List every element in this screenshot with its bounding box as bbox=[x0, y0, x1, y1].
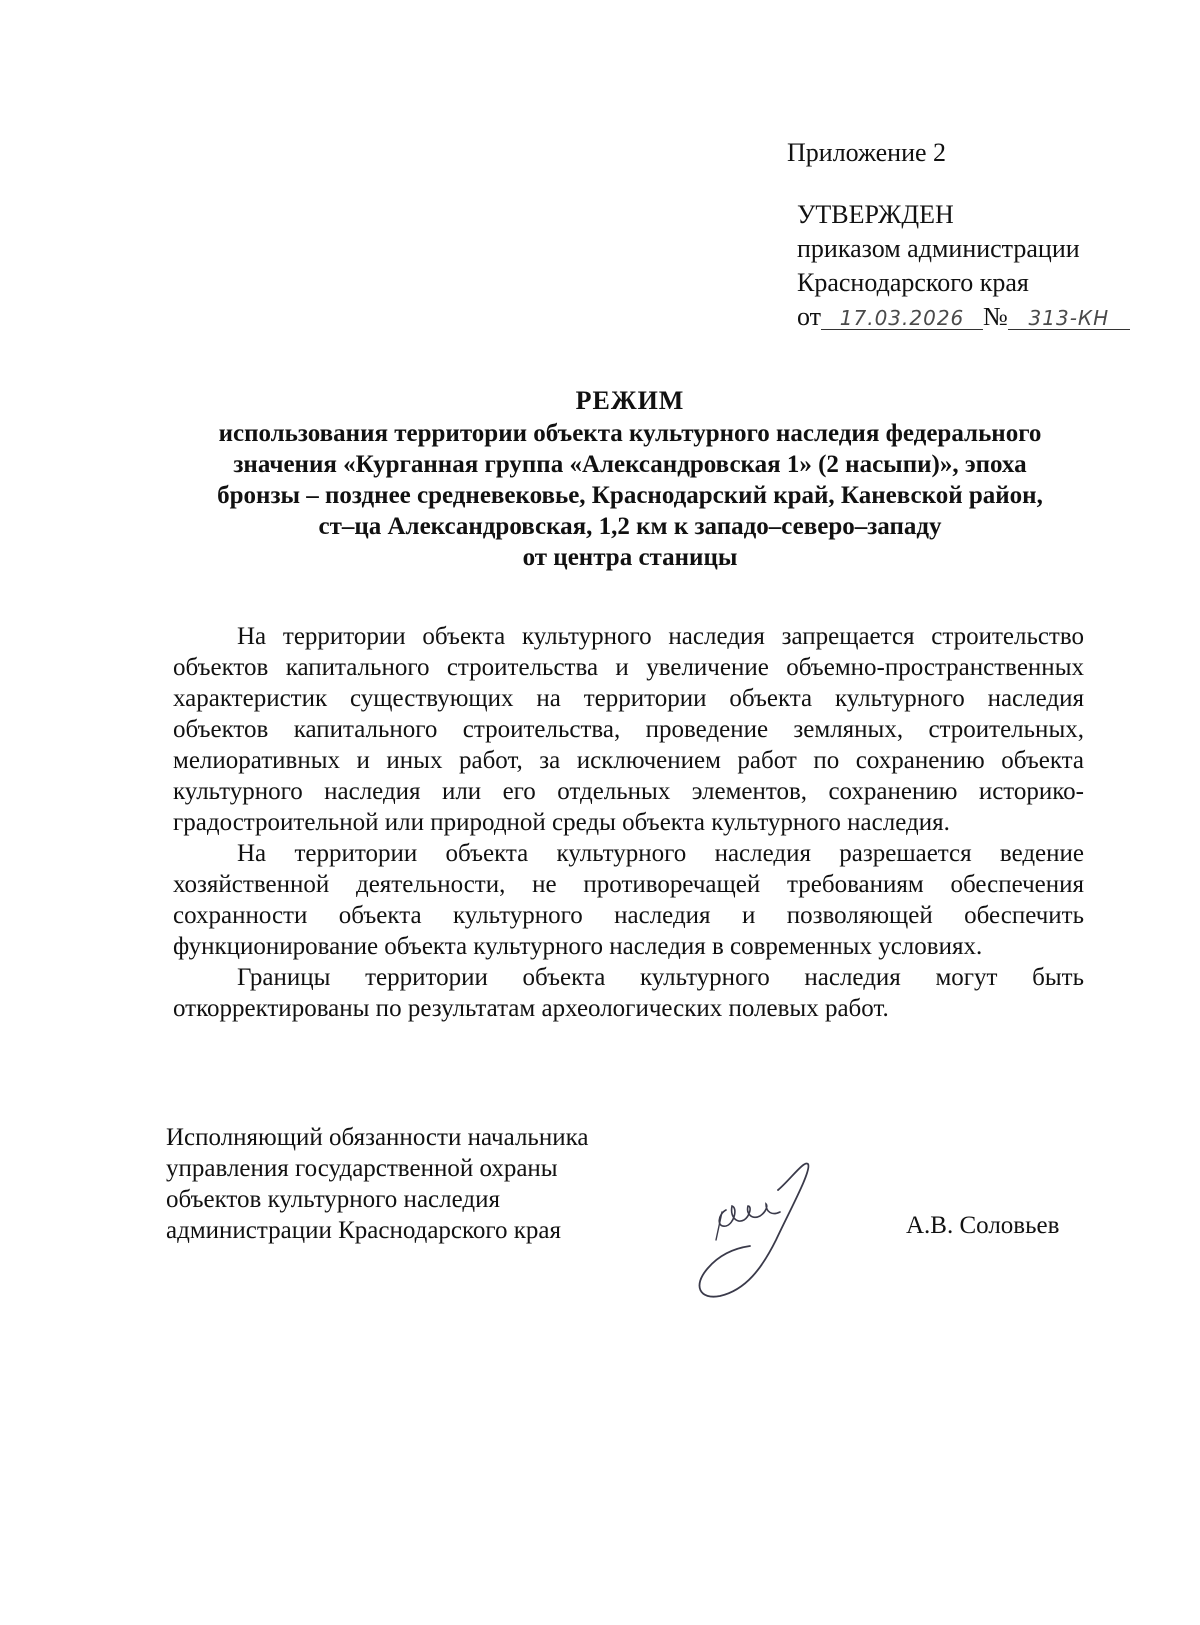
appendix-label: Приложение 2 bbox=[787, 138, 947, 167]
title-line-4: ст–ца Александровская, 1,2 км к западо–северо–западу bbox=[318, 513, 942, 540]
paragraph-prohibited: На территории объекта культурного наследия запрещается строительство объектов капитального строительства и увеличение объемно-пространственных характеристик существующих на территории объекта культурного наследия объектов капитального строительства, проведение земляных, строительных, мелиоративных и иных работ, за исключением работ по сохранению объекта культурного наследия или его отдельных элементов, сохранению историко-градостроительной или природной среды объекта культурного наследия. bbox=[173, 623, 1084, 836]
order-date-handwritten: 17.03.2026 bbox=[821, 307, 983, 330]
title-line-3: бронзы – позднее средневековье, Краснодарский край, Каневской район, bbox=[217, 482, 1043, 509]
approved-label: УТВЕРЖДЕН bbox=[797, 200, 954, 229]
position-line-1: Исполняющий обязанности начальника bbox=[166, 1124, 589, 1151]
approval-stamp-block bbox=[783, 136, 1183, 334]
document-body bbox=[173, 621, 1084, 1024]
position-line-2: управления государственной охраны bbox=[166, 1155, 558, 1182]
title-line-1: использования территории объекта культурного наследия федерального bbox=[218, 420, 1042, 447]
order-date-line bbox=[797, 300, 1183, 334]
number-prefix: № bbox=[983, 302, 1008, 331]
title-heading: РЕЖИМ bbox=[575, 386, 685, 415]
title-line-2: значения «Курганная группа «Александровская 1» (2 насыпи)», эпоха bbox=[233, 451, 1027, 478]
paragraph-boundaries: Границы территории объекта культурного наследия могут быть откорректированы по результатам археологических полевых работ. bbox=[173, 964, 1084, 1022]
date-prefix: от bbox=[797, 302, 822, 331]
order-line-1: приказом администрации bbox=[797, 234, 1080, 263]
title-line-5: от центра станицы bbox=[522, 544, 738, 571]
order-number-handwritten: 313-КН bbox=[1008, 307, 1130, 330]
position-line-4: администрации Краснодарского края bbox=[166, 1217, 562, 1244]
signatory-name: А.В. Соловьев bbox=[906, 1212, 1060, 1239]
handwritten-signature bbox=[686, 1150, 846, 1300]
signatory-position bbox=[166, 1122, 686, 1246]
paragraph-permitted: На территории объекта культурного наследия разрешается ведение хозяйственной деятельности, не противоречащей требованиям обеспечения сохранности объекта культурного наследия и позволяющей обеспечить функционирование объекта культурного наследия в современных условиях. bbox=[173, 840, 1084, 960]
document-title bbox=[150, 385, 1110, 573]
position-line-3: объектов культурного наследия bbox=[166, 1186, 500, 1213]
order-line-2: Краснодарского края bbox=[797, 268, 1029, 297]
